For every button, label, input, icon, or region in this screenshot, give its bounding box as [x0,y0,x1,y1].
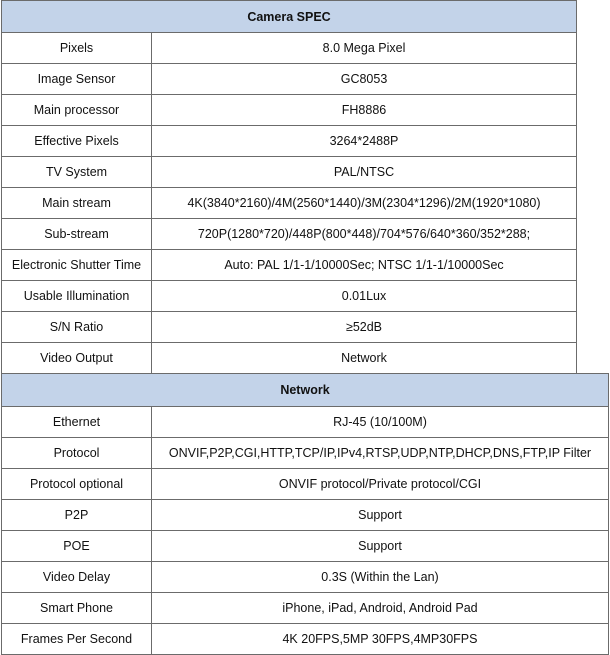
spec-value: 3264*2488P [152,126,577,157]
spec-value: ONVIF,P2P,CGI,HTTP,TCP/IP,IPv4,RTSP,UDP,NTP,DHCP,DNS,FTP,IP Filter [152,438,609,469]
spec-label: Usable Illumination [2,281,152,312]
spec-label: TV System [2,157,152,188]
table-row [2,469,609,500]
spec-value: Support [152,500,609,531]
spec-label: Protocol optional [2,469,152,500]
section-header [2,374,609,407]
table-row [2,33,577,64]
spec-value: Network [152,343,577,374]
section-title: Network [2,374,609,407]
table-row [2,531,609,562]
spec-label: POE [2,531,152,562]
spec-label: Video Output [2,343,152,374]
section-header [2,1,577,33]
table-row [2,64,577,95]
spec-value: iPhone, iPad, Android, Android Pad [152,593,609,624]
spec-value: GC8053 [152,64,577,95]
spec-label: Video Delay [2,562,152,593]
spec-label: Smart Phone [2,593,152,624]
spec-label: Protocol [2,438,152,469]
spec-value: 0.01Lux [152,281,577,312]
spec-value: 4K 20FPS,5MP 30FPS,4MP30FPS [152,624,609,655]
table-row [2,343,577,374]
spec-value: ONVIF protocol/Private protocol/CGI [152,469,609,500]
table-row [2,500,609,531]
table-row [2,126,577,157]
spec-value: Support [152,531,609,562]
spec-value: Auto: PAL 1/1-1/10000Sec; NTSC 1/1-1/10000Sec [152,250,577,281]
spec-label: Pixels [2,33,152,64]
spec-value: FH8886 [152,95,577,126]
table-row [2,250,577,281]
spec-label: Effective Pixels [2,126,152,157]
table-row [2,438,609,469]
spec-label: Sub-stream [2,219,152,250]
spec-label: Frames Per Second [2,624,152,655]
table-row [2,157,577,188]
spec-label: Image Sensor [2,64,152,95]
spec-value: ≥52dB [152,312,577,343]
spec-value: 8.0 Mega Pixel [152,33,577,64]
table-row [2,95,577,126]
network-table [1,373,609,655]
spec-label: Electronic Shutter Time [2,250,152,281]
spec-label: Ethernet [2,407,152,438]
table-row [2,624,609,655]
table-row [2,281,577,312]
table-row [2,562,609,593]
spec-value: RJ-45 (10/100M) [152,407,609,438]
table-row [2,219,577,250]
table-row [2,593,609,624]
network-rows [2,407,609,655]
spec-value: 4K(3840*2160)/4M(2560*1440)/3M(2304*1296)/2M(1920*1080) [152,188,577,219]
table-row [2,407,609,438]
section-title: Camera SPEC [2,1,577,33]
table-row [2,312,577,343]
spec-label: Main stream [2,188,152,219]
camera-spec-table [1,0,577,374]
spec-value: PAL/NTSC [152,157,577,188]
spec-label: P2P [2,500,152,531]
spec-value: 0.3S (Within the Lan) [152,562,609,593]
table-row [2,188,577,219]
spec-label: S/N Ratio [2,312,152,343]
spec-value: 720P(1280*720)/448P(800*448)/704*576/640*360/352*288; [152,219,577,250]
spec-label: Main processor [2,95,152,126]
camera-spec-rows [2,33,577,374]
